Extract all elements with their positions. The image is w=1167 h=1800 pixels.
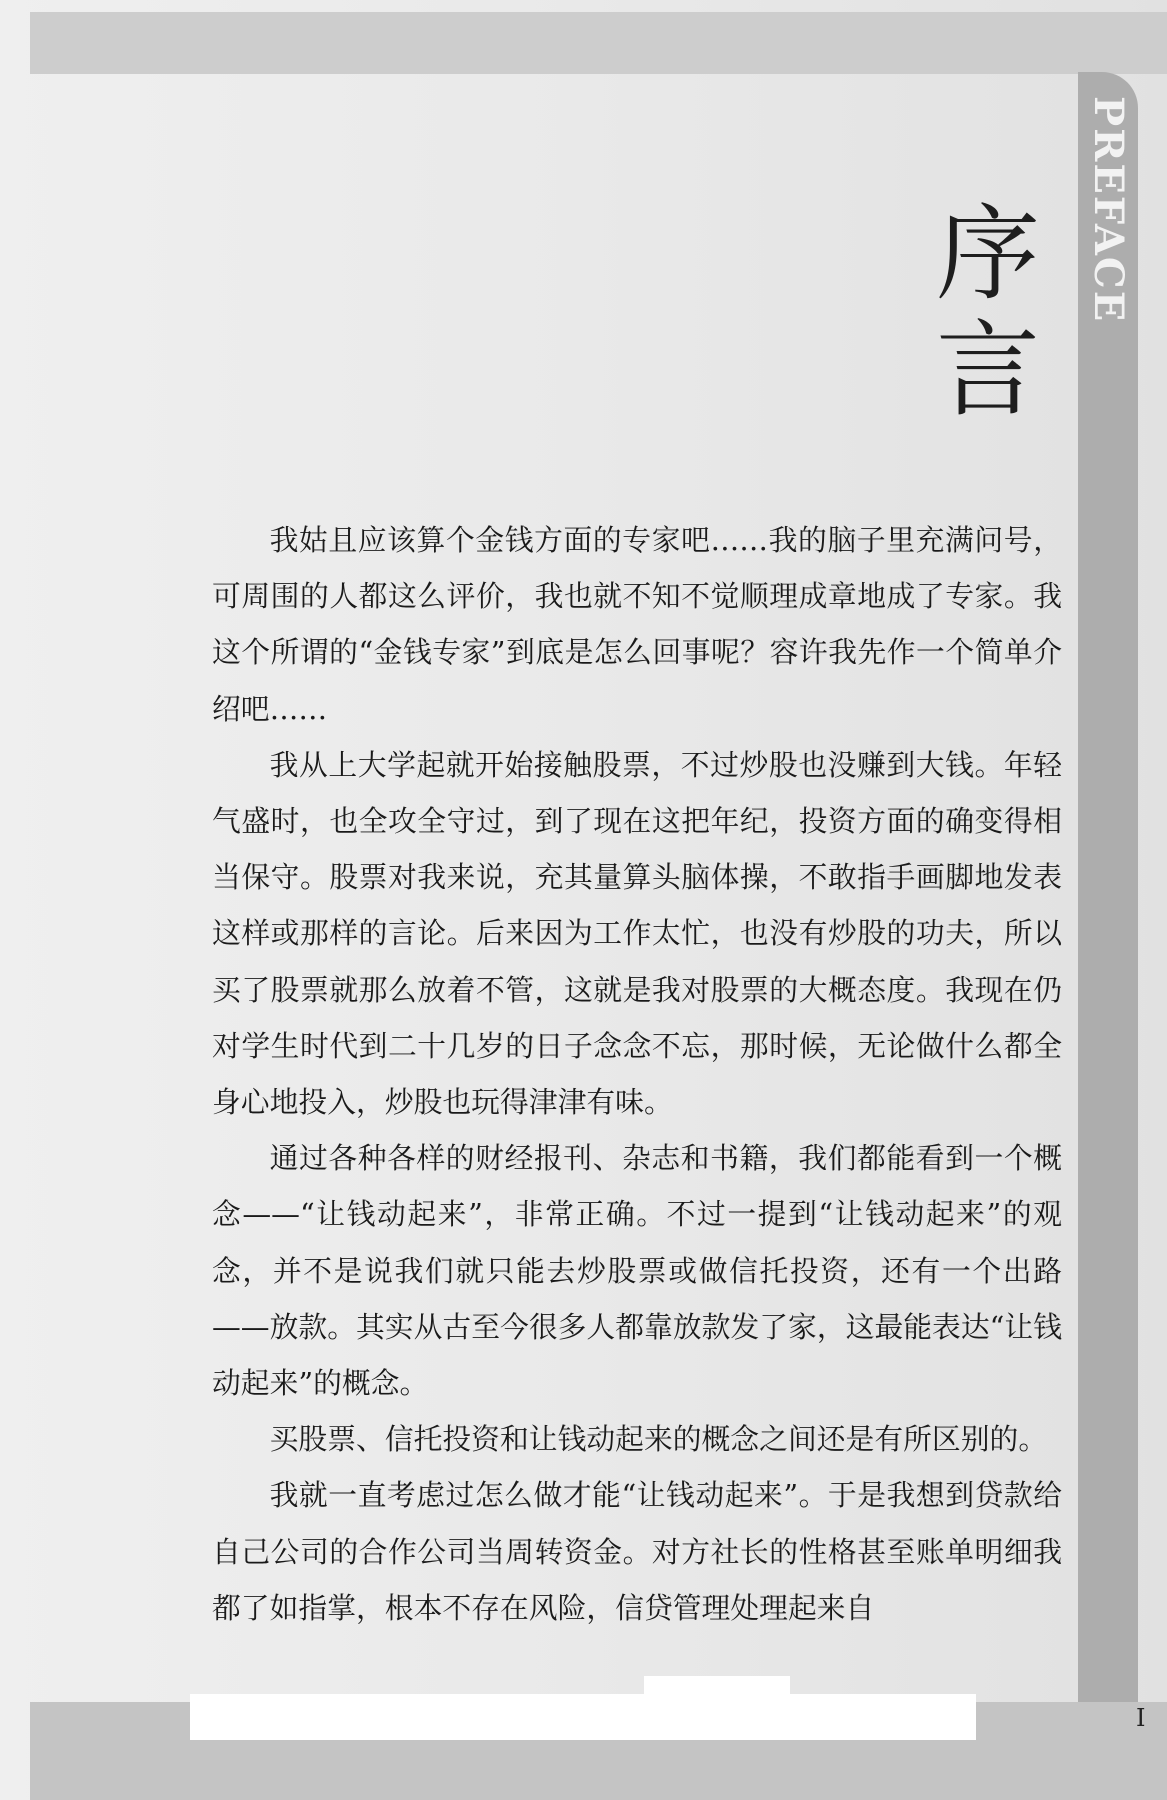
paragraph-1: 我姑且应该算个金钱方面的专家吧……我的脑子里充满问号，可周围的人都这么评价，我也就不知不觉顺理成章地成了专家。我这个所谓的“金钱专家”到底是怎么回事呢？容许我先作一个简单介绍吧…… <box>212 523 1062 726</box>
paragraph-2: 我从上大学起就开始接触股票，不过炒股也没赚到大钱。年轻气盛时，也全攻全守过，到了现在这把年纪，投资方面的确变得相当保守。股票对我来说，充其量算头脑体操，不敢指手画脚地发表这样或那样的言论。后来因为工作太忙，也没有炒股的功夫，所以买了股票就那么放着不管，这就是我对股票的大概态度。我现在仍对学生时代到二十几岁的日子念念不忘，那时候，无论做什么都全身心地投入，炒股也玩得津津有味。 <box>212 747 1062 1120</box>
title-char-1: 序 <box>935 193 1040 315</box>
top-scan-band <box>30 12 1167 74</box>
page-title <box>932 193 1044 431</box>
side-tab-label: PREFACE <box>1085 96 1132 324</box>
body-text <box>212 512 1062 1636</box>
paragraph-3: 通过各种各样的财经报刊、杂志和书籍，我们都能看到一个概念——“让钱动起来”，非常正确。不过一提到“让钱动起来”的观念，并不是说我们就只能去炒股票或做信托投资，还有一个出路——放款。其实从古至今很多人都靠放款发了家，这最能表达“让钱动起来”的概念。 <box>212 1141 1062 1401</box>
footer-blank-tab <box>644 1676 790 1706</box>
title-char-2: 言 <box>935 309 1040 431</box>
footer-blank-area <box>190 1694 976 1740</box>
paragraph-5: 我就一直考虑过怎么做才能“让钱动起来”。于是我想到贷款给自己公司的合作公司当周转资金。对方社长的性格甚至账单明细我都了如指掌，根本不存在风险，信贷管理处理起来自 <box>212 1478 1062 1625</box>
paragraph-4: 买股票、信托投资和让钱动起来的概念之间还是有所区别的。 <box>269 1422 1048 1457</box>
page-number: I <box>1136 1704 1146 1732</box>
